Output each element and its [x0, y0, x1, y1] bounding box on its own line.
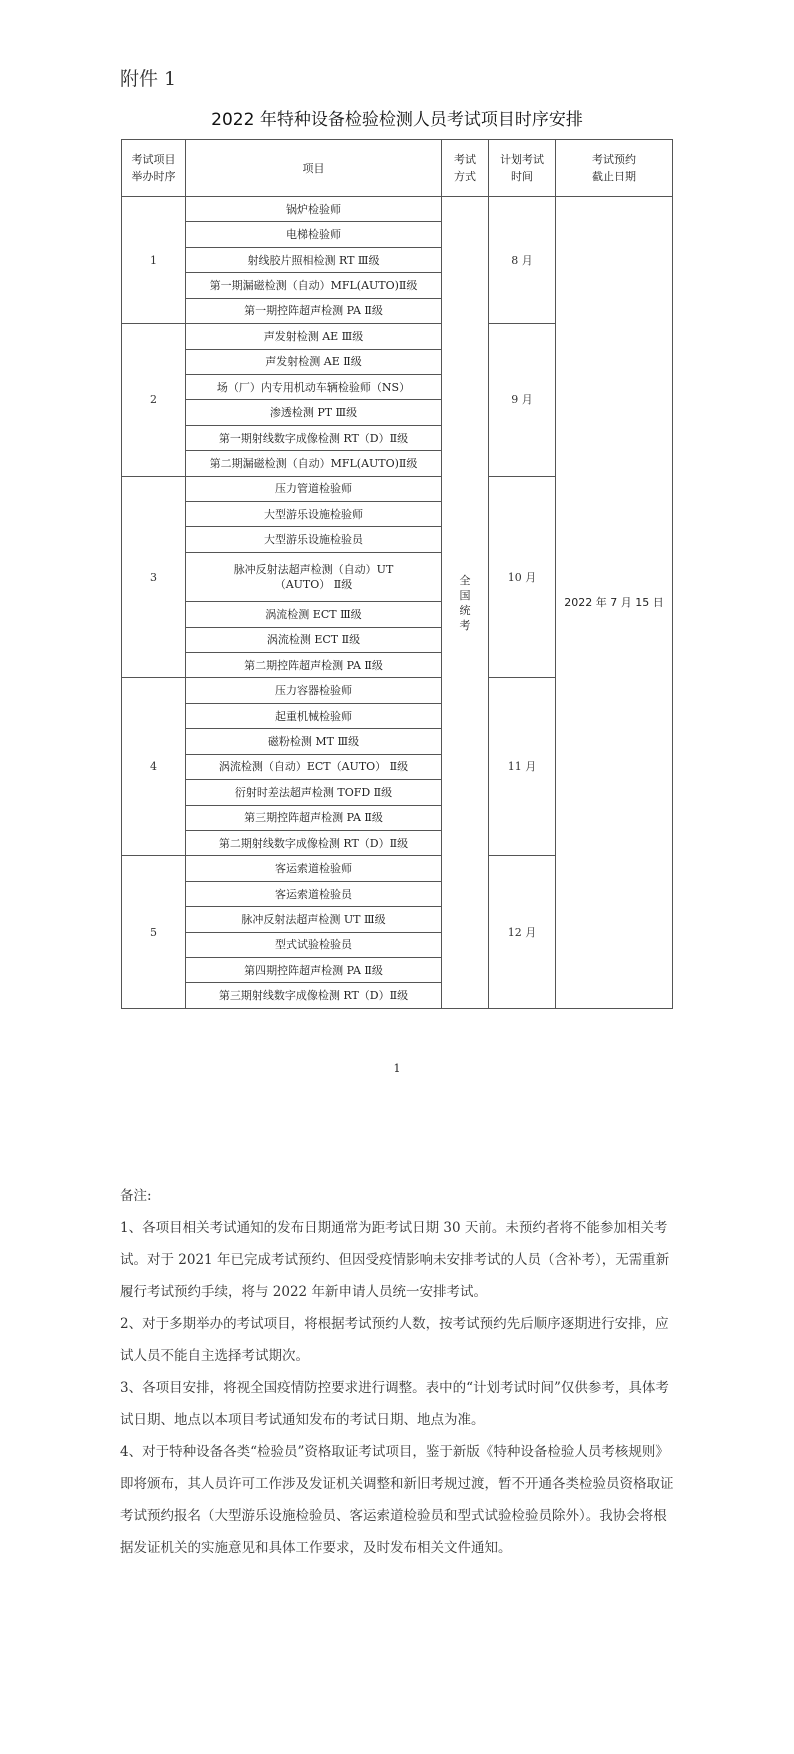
item-cell: 第三期射线数字成像检测 RT（D）Ⅱ级: [186, 983, 442, 1009]
item-cell: 涡流检测（自动）ECT（AUTO） Ⅱ级: [186, 754, 442, 779]
planned-month-cell: 11 月: [489, 678, 556, 856]
header-sequence: [122, 140, 186, 197]
item-cell: 第二期射线数字成像检测 RT（D）Ⅱ级: [186, 830, 442, 855]
sequence-cell: 3: [122, 476, 186, 678]
note-item: 2、对于多期举办的考试项目，将根据考试预约人数，按考试预约先后顺序逐期进行安排，应试人员不能自主选择考试期次。: [120, 1316, 669, 1364]
item-cell: 第四期控阵超声检测 PA Ⅱ级: [186, 958, 442, 983]
header-method-line-1: 考试: [454, 153, 476, 166]
item-cell: 型式试验检验员: [186, 932, 442, 957]
table-body: [122, 197, 673, 1009]
note-item: 1、各项目相关考试通知的发布日期通常为距考试日期 30 天前。未预约者将不能参加相关考试。对于 2021 年已完成考试预约、但因受疫情影响未安排考试的人员（含补考），无需重新履行考试预约手续，将与 2022 年新申请人员统一安排考试。: [120, 1220, 670, 1300]
item-cell: 声发射检测 AE Ⅱ级: [186, 349, 442, 374]
header-planned-line-1: 计划考试: [500, 153, 544, 166]
sequence-cell: 2: [122, 324, 186, 477]
item-cell: 脉冲反射法超声检测（自动）UT （AUTO） Ⅱ级: [186, 552, 442, 601]
planned-month-cell: 10 月: [489, 476, 556, 678]
item-cell: 锅炉检验师: [186, 197, 442, 222]
item-cell: 声发射检测 AE Ⅲ级: [186, 324, 442, 349]
table-row: [122, 197, 673, 222]
item-cell: 射线胶片照相检测 RT Ⅲ级: [186, 247, 442, 272]
attachment-label: 附件 1: [120, 68, 177, 90]
exam-schedule-table: [121, 139, 673, 1009]
item-cell: 第一期射线数字成像检测 RT（D）Ⅱ级: [186, 425, 442, 450]
sequence-cell: 1: [122, 197, 186, 324]
header-planned-line-2: 时间: [511, 170, 533, 183]
item-cell: 涡流检测 ECT Ⅲ级: [186, 602, 442, 627]
header-deadline-line-1: 考试预约: [592, 153, 636, 166]
item-cell: 起重机械检验师: [186, 703, 442, 728]
item-cell: 第一期控阵超声检测 PA Ⅱ级: [186, 298, 442, 323]
page-number: 1: [393, 1062, 401, 1075]
item-cell: 大型游乐设施检验师: [186, 502, 442, 527]
item-cell: 第三期控阵超声检测 PA Ⅱ级: [186, 805, 442, 830]
item-cell: 客运索道检验师: [186, 856, 442, 881]
deadline-cell: 2022 年 7 月 15 日: [556, 197, 673, 1009]
item-cell: 电梯检验师: [186, 222, 442, 247]
planned-month-cell: 8 月: [489, 197, 556, 324]
note-item: 3、各项目安排，将视全国疫情防控要求进行调整。表中的“计划考试时间”仅供参考，具体考试日期、地点以本项目考试通知发布的考试日期、地点为准。: [120, 1380, 669, 1428]
note-item: 4、对于特种设备各类“检验员”资格取证考试项目，鉴于新版《特种设备检验人员考核规则》即将颁布，其人员许可工作涉及发证机关调整和新旧考规过渡，暂不开通各类检验员资格取证考试预约报名（大型游乐设施检验员、客运索道检验员和型式试验检验员除外）。我协会将根据发证机关的实施意见和具体工作要求，及时发布相关文件通知。: [120, 1444, 674, 1556]
item-cell: 涡流检测 ECT Ⅱ级: [186, 627, 442, 652]
header-deadline-line-2: 截止日期: [592, 170, 636, 183]
item-cell: 第二期控阵超声检测 PA Ⅱ级: [186, 653, 442, 678]
item-cell: 渗透检测 PT Ⅲ级: [186, 400, 442, 425]
item-cell: 压力管道检验师: [186, 476, 442, 501]
header-deadline: [556, 140, 673, 197]
header-method: [442, 140, 489, 197]
item-cell: 场（厂）内专用机动车辆检验师（NS）: [186, 374, 442, 399]
sequence-cell: 4: [122, 678, 186, 856]
document-title: 2022 年特种设备检验检测人员考试项目时序安排: [211, 110, 583, 130]
item-cell: 衍射时差法超声检测 TOFD Ⅱ级: [186, 780, 442, 805]
notes-heading: 备注:: [120, 1188, 152, 1204]
header-sequence-line-2: 举办时序: [131, 170, 176, 183]
header-method-line-2: 方式: [454, 170, 476, 183]
planned-month-cell: 9 月: [489, 324, 556, 477]
item-cell: 大型游乐设施检验员: [186, 527, 442, 552]
notes-section: [120, 1180, 678, 1564]
item-cell: 压力容器检验师: [186, 678, 442, 703]
item-cell: 脉冲反射法超声检测 UT Ⅲ级: [186, 907, 442, 932]
header-sequence-line-1: 考试项目: [131, 153, 176, 166]
method-cell: 全 国 统 考: [442, 197, 489, 1009]
item-cell: 磁粉检测 MT Ⅲ级: [186, 729, 442, 754]
item-cell: 客运索道检验员: [186, 881, 442, 906]
header-planned-time: [489, 140, 556, 197]
table-header-row: [122, 140, 673, 197]
item-cell: 第一期漏磁检测（自动）MFL(AUTO)Ⅱ级: [186, 273, 442, 298]
header-item: 项目: [186, 140, 442, 197]
sequence-cell: 5: [122, 856, 186, 1009]
planned-month-cell: 12 月: [489, 856, 556, 1009]
item-cell: 第二期漏磁检测（自动）MFL(AUTO)Ⅱ级: [186, 451, 442, 476]
